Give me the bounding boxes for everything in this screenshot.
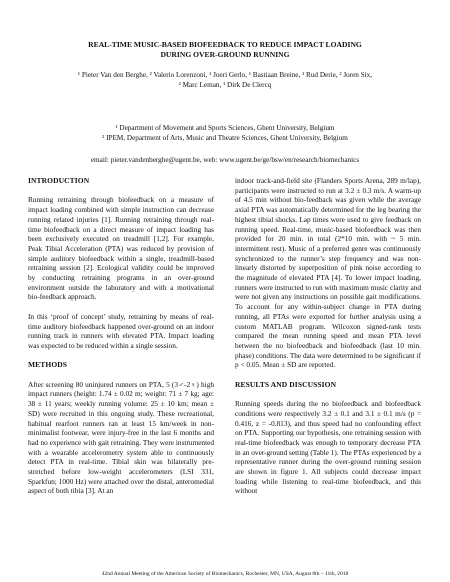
left-column [28, 176, 214, 506]
methods-paragraph-1: After screening 80 uninjured runners on PTA, 5 (3♂-2♀) high impact runners (height: 1.74 ± 0.02 m; weight: 71 ± 7 kg; age: 38 ± 11 years; weekly running volume: 25 ± 10 km; mean ± SD) were recruited in this ongoing study. These recreational, habitual rearfoot runners ran at least 15 km/week in non-minimalist footwear, were injury-free in the last 6 months and had no experience with gait retraining. They were instrumented with a wearable accelerometry system able to continuously detect PTA in real-time. Tibial skin was bilaterally pre-stretched before low-weight accelerometers (LSI 331, Sparkfun; 1000 Hz) were attached over the distal, anteromedial aspect of both tibia [3]. At an [28, 379, 214, 496]
contact-line: email: pieter.vandenberghe@ugent.be, web: www.ugent.be/ge/bsw/en/research/biomechanics [90, 156, 360, 164]
paper-title [30, 40, 420, 59]
conference-footer: 42nd Annual Meeting of the American Society of Biomechanics, Rochester, MN, USA, August 8th – 11th, 2018 [101, 571, 349, 577]
introduction-heading: INTRODUCTION [28, 176, 90, 185]
introduction-paragraph-1: Running retraining through biofeedback on a measure of impact loading combined with simple instruction can decrease running related injuries [1]. Running retraining through real-time biofeedback on a direct measure of impact loading has been exclusively executed on treadmill [1,2]. For example, Peak Tibial Acceleration (PTA) was reduced by provision of simple auditory biofeedback within a single, treadmill-based retraining session [2]. Ecological validity could be improved by conducting retraining programs in an over-ground environment outside the laboratory and with a motivational bio-feedback approach. [28, 195, 214, 302]
introduction-paragraph-2: In this ‘proof of concept’ study, retraining by means of real-time auditory biofeedback happened over-ground on an indoor running track in runners with elevated PTA. Impact loading was expected to be reduced within a single session. [28, 311, 214, 350]
affiliation-2: ² IPEM, Department of Arts, Music and Theatre Sciences, Ghent University, Belgium [102, 133, 348, 142]
right-column [235, 176, 421, 506]
results-heading: RESULTS AND DISCUSSION [235, 379, 337, 389]
results-paragraph-1: Running speeds during the no biofeedback and biofeedback conditions were respectively 3.2 ± 0.1 and 3.1 ± 0.1 m/s (p = 0.416, z = -0.813), and thus speed had no confounding effect on PTA. Supporting our hypothesis, one retraining session with real-time biofeedback was enough to temporary decrease PTA in an over-ground setting (Table 1). The PTAs experienced by a representative runner during the over-ground running session are shown in figure 1. All subjects could decrease impact loading while listening to real-time biofeedback, and this without [235, 399, 421, 496]
title-line-1: REAL-TIME MUSIC-BASED BIOFEEDBACK TO REDUCE IMPACT LOADING [88, 40, 362, 49]
title-line-2: DURING OVER-GROUND RUNNING [160, 49, 290, 59]
methods-paragraph-2: indoor track-and-field site (Flanders Sports Arena, 289 m/lap), participants were instructed to run at 3.2 ± 0.3 m/s. A warm-up of 4.5 min without bio-feedback was given while the average axial PTA was automatically determined for the leg bearing the highest tibial shocks. Lap times were used to give feedback on running speed. Real-time, music-based biofeedback was then provided for 20 min. in total (2*10 min. with ~ 5 min. intermittent rest). Music of a preferred genre was continuously synchronized to the runner’s step frequency and was non-linearly distorted by superposition of pink noise according to the magnitude of elevated PTA [4]. To lower impact loading, runners were instructed to run with maximum music clarity and were not given any instructions on possible gait modifications. To account for any within-subject change in PTA during running, all PTAs were exported for further analysis using a custom MATLAB program. Wilcoxon signed-rank tests compared the mean running speed and mean PTA level between the no biofeedback and biofeedback (last 10 min. phase) conditions. The data were determined to be significant if p < 0.05. Mean ± SD are reported. [235, 176, 421, 370]
authors-line-1: ¹ Pieter Van den Berghe, ² Valerio Lorenzoni, ¹ Joeri Gerlo, ¹ Bastiaan Breine, ¹ Rud Derie, ² Joren Six, [77, 71, 373, 79]
affiliations [30, 124, 420, 143]
affiliation-1: ¹ Department of Movement and Sports Sciences, Ghent University, Belgium [115, 124, 335, 132]
author-list [30, 71, 420, 90]
authors-line-2: ² Marc Leman, ¹ Dirk De Clercq [178, 80, 272, 89]
methods-heading: METHODS [28, 360, 68, 370]
